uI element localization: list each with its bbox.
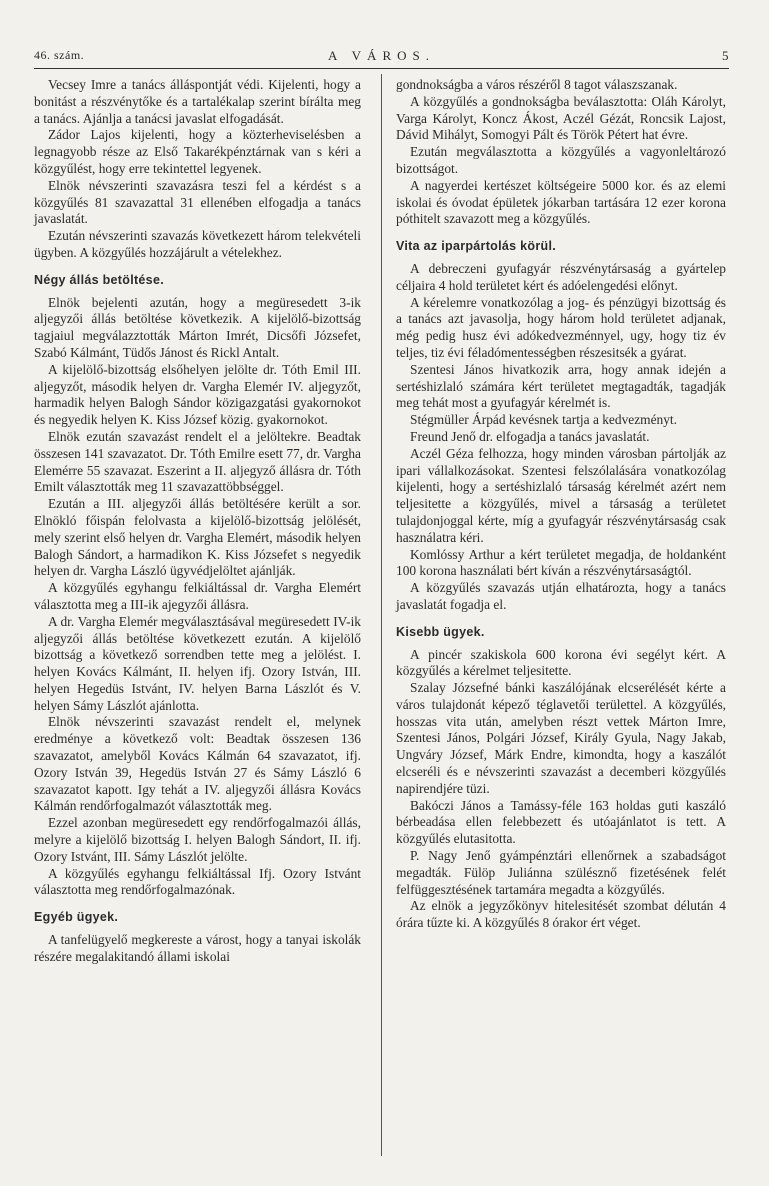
paragraph: Elnök ezután szavazást rendelt el a jelöltekre. Beadtak összesen 141 szavazatot. Dr. Tóth Emilre esett 77, dr. Vargha Elemérre 55 szavazat. Eszerint a II. aljegyző állásra dr. Tóth Emilt választották meg 11 szavazattöbbséggel. bbox=[34, 428, 361, 495]
paragraph: Ezután a III. aljegyzői állás betöltésére került a sor. Elnökló főispán felolvasta a kijelölő-bizottság jelölését, mely szerint első helyen dr. Vargha Elemért, második helyen Balogh Sándort, a harmadikon K. Kiss Józsefet s negyedik helyen dr. Vargha László ügyvédjelöltet ajánlják. bbox=[34, 496, 361, 579]
paragraph: Vecsey Imre a tanács álláspontját védi. Kijelenti, hogy a bonitást a részvénytőke és a tartalékalap szerint bírálta meg a tanács. Ajánlja a tanácsi javaslat elfogadását. bbox=[34, 77, 361, 126]
paragraph: Elnök bejelenti azután, hogy a megüresedett 3-ik aljegyzői állás betöltése következik. A kijelölő-bizottság tagjaiul megválazztották Márton Imrét, Dicsőfi Józsefet, Szabó Kálmánt, Tüdős Jánost és Rickl Antalt. bbox=[34, 294, 361, 360]
paragraph: Szentesi János hivatkozik arra, hogy annak idején a sertéshizlaló számára kért területet megtagadták, tagadják meg tehát most a gyufagyár kérelmét is. bbox=[396, 361, 726, 411]
page-header bbox=[34, 48, 729, 68]
paragraph: A pincér szakiskola 600 korona évi segélyt kért. A közgyűlés a kérelmet teljesitette. bbox=[396, 646, 726, 679]
paragraph: Az elnök a jegyzőkönyv hitelesitését szombat délután 4 órára tűzte ki. A közgyűlés 8 órakor ért véget. bbox=[396, 898, 726, 931]
paragraph: Ezzel azonban megüresedett egy rendőrfogalmazói állás, melyre a kijelölő bizottság I. helyen Balogh Sándort, II. ifj. Ozory Istvánt, III. Sámy Lászlót jelölte. bbox=[34, 815, 361, 864]
paragraph: gondnokságba a város részéről 8 tagot válaszszanak. bbox=[396, 77, 678, 92]
paragraph: A közgyűlés egyhangu felkiáltással Ifj. Ozory Istvánt választotta meg rendőrfogalmazónak. bbox=[34, 865, 361, 898]
paragraph: Ezután névszerinti szavazás következett három telekvételi ügyben. A közgyűlés hozzájárult a vételekhez. bbox=[34, 228, 361, 260]
newspaper-title: A VÁROS. bbox=[327, 48, 435, 63]
paragraph: Freund Jenő dr. elfogadja a tanács javaslatát. bbox=[410, 428, 650, 444]
paragraph: A kijelölő-bizottság elsőhelyen jelölte dr. Tóth Emil III. aljegyzőt, második helyen dr. Vargha Elemér IV. aljegyzőt, harmadik helyen Balogh Sándor közigazgatási gyakornokot és negyedik helyen K. Kiss József közig. gyakornokot. bbox=[34, 361, 361, 428]
paragraph: A dr. Vargha Elemér megválasztásával megüresedett IV-ik aljegyzői állás betöltése következett ezután. A kijelölő bizottság a következő sorrendben tette meg a jelölést. I. helyen Kovács Kálmánt, II. helyen ifj. Ozory István, III. helyen Hegedüs Istvánt, IV. helyen Barna Lászlót és V. helyen Sámy Lászlót ajánlotta. bbox=[34, 613, 361, 713]
column-divider bbox=[381, 74, 382, 1156]
issue-number: 46. szám. bbox=[34, 48, 85, 62]
section-heading: Egyéb ügyek. bbox=[34, 910, 119, 925]
paragraph: A kérelemre vonatkozólag a jog- és pénzügyi bizottság és a tanács azt javasolja, hogy három hold területet adjanak, még pedig husz évi adókedvezménnyel, ugy, hogy tiz év teljes, tiz évi féladómentességben részesitsék a gyárat. bbox=[396, 294, 726, 360]
paragraph: Bakóczi János a Tamássy-féle 163 holdas guti kaszáló bérbeadása ellen felebbezett és utóajánlatot is tett. A közgyűlés elutasitotta. bbox=[396, 797, 726, 847]
section-heading: Vita az iparpártolás körül. bbox=[396, 239, 557, 254]
left-column bbox=[34, 77, 361, 966]
header-rule bbox=[34, 68, 729, 69]
paragraph: Szalay Józsefné bánki kaszálójának elcserélését kérte a város tulajdonát képező téglavetői területtel. A közgyűlés, hosszas vita után, amelyben részt vettek Márton Imre, Szentesi János, Polgári József, Király Gyula, Nagy Jakab, Ungváry József, Márk Endre, kimondta, hogy a kaszálót elcseréli és e névszerinti szavazást a decemberi közgyűlés napirendjére tüzi. bbox=[396, 680, 726, 796]
paragraph: Komlóssy Arthur a kért területet megadja, de holdanként 100 korona használati bért kíván a részvénytársaságtól. bbox=[396, 546, 726, 579]
section-heading: Négy állás betöltése. bbox=[34, 272, 164, 287]
right-column bbox=[396, 77, 726, 932]
paragraph: Elnök névszerinti szavazást rendelt el, melynek eredménye a következő volt: Beadtak összesen 136 szavazatot, amelyből Kovács Kálmán 64 szavazatot, ifj. Ozory István 39, Hegedüs István 27 és Sámy László 6 szavazatot kapott. Igy tehát a IV. aljegyzői állásra Kovács Kálmán rendőrfogalmazót választották meg. bbox=[34, 714, 361, 814]
paragraph: Stégmüller Árpád kevésnek tartja a kedvezményt. bbox=[410, 412, 677, 428]
paragraph: Elnök névszerinti szavazásra teszi fel a kérdést s a közgyűlés 81 szavazattal 31 ellenében elfogadja a tanács javaslatát. bbox=[34, 177, 361, 227]
paragraph: A tanfelügyelő megkereste a várost, hogy a tanyai iskolák részére megalakitandó állami iskolai bbox=[34, 932, 361, 964]
paragraph: Ezután megválasztotta a közgyűlés a vagyonleltározó bizottságot. bbox=[396, 144, 726, 176]
paragraph: P. Nagy Jenő gyámpénztári ellenőrnek a szabadságot megadták. Fülöp Juliánna szülésznő fizetésének felét felfüggesztésének tartamára megadta a közgyűlés. bbox=[396, 848, 726, 897]
paragraph: A debreczeni gyufagyár részvénytársaság a gyártelep céljaira 4 hold területet kért és adóelengedési előnyt. bbox=[396, 260, 726, 293]
section-heading: Kisebb ügyek. bbox=[396, 624, 485, 639]
paragraph: A közgyűlés szavazás utján elhatározta, hogy a tanács javaslatát fogadja el. bbox=[396, 580, 726, 612]
paragraph: A közgyűlés a gondnokságba beválasztotta: Oláh Károlyt, Varga Károlyt, Koncz Ákost, Aczél Gézát, Roncsik Lajost, Dávid Mihályt, Somogyi Pált és Török Pétert hat évre. bbox=[396, 93, 726, 143]
paragraph: A nagyerdei kertészet költségeire 5000 kor. és az elemi iskolai és óvodat épületek jókarban tartására 12 ezer korona póthitelt szavazott meg a közgyűlés. bbox=[396, 177, 726, 227]
paragraph: Aczél Géza felhozza, hogy minden városban pártolják az ipari vállalkozásokat. Szentesi felszólalására vonatkozólag kijelenti, hogy a sertéshizlaló társaság kérelmét azért nem teljesitette a közgyűlés, mivel a társaság a területet tulajdonjoggal kérte, míg a gyufagyár részvénytársaság csak használatra kéri. bbox=[396, 445, 726, 545]
paragraph: A közgyűlés egyhangu felkiáltással dr. Vargha Elemért választotta meg a III-ik ajegyzői állásra. bbox=[34, 580, 361, 612]
page-number: 5 bbox=[722, 48, 729, 63]
paragraph: Zádor Lajos kijelenti, hogy a közterheviselésben a legnagyobb része az Első Takarékpénztárnak van s kéri a közgyűlést, hogy erre tekintettel legyenek. bbox=[34, 127, 361, 176]
